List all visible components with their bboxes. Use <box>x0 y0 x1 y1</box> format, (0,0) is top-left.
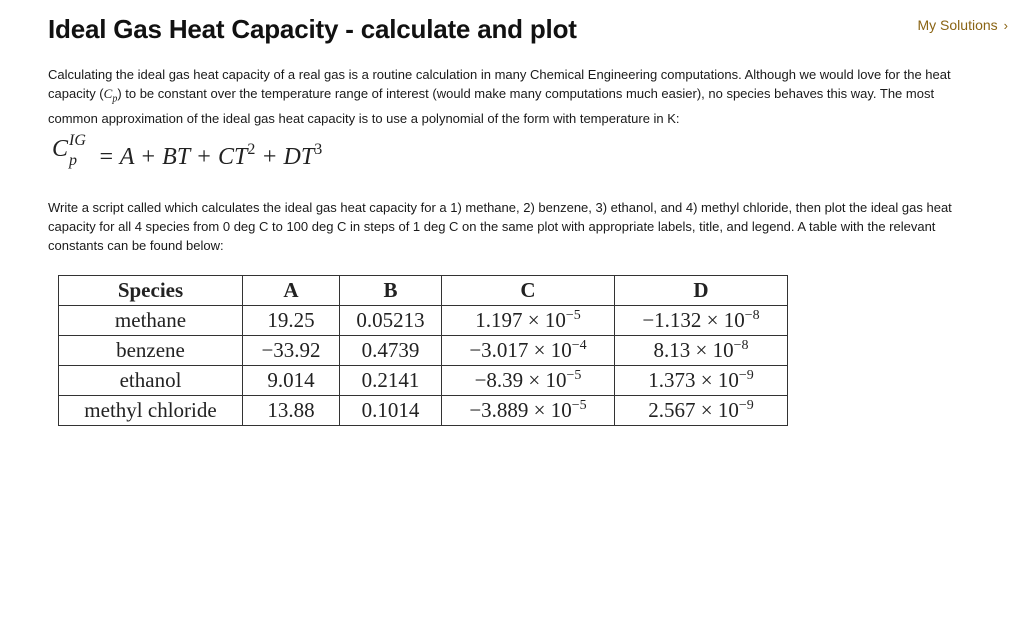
cell-a: −33.92 <box>243 336 340 366</box>
cell-d <box>615 396 788 426</box>
cell-d <box>615 336 788 366</box>
cell-c-exponent: −5 <box>565 308 581 323</box>
table-header-species: Species <box>59 276 243 306</box>
equation-exp-2: 2 <box>247 141 256 158</box>
heat-capacity-equation <box>52 132 323 171</box>
cell-d-mantissa: 8.13 × 10 <box>653 338 734 362</box>
instructions-paragraph: Write a script called which calculates the ideal gas heat capacity for a 1) methane, 2) benzene, 3) ethanol, and 4) methyl chloride, then plot the ideal gas heat capacity for all 4 species from 0 deg C to 100 deg C in steps of 1 deg C on the same plot with appropriate labels, title, and legend. A table with the relevant constants can be found below: <box>48 200 952 253</box>
cell-c-exponent: −4 <box>571 338 587 353</box>
cp-symbol-c: C <box>103 86 113 101</box>
equation-exp-3: 3 <box>314 141 323 158</box>
intro-text-part2: ) to be constant over the temperature range of interest (would make many computations much easier), no species behaves this way. The most common approximation of the ideal gas heat capacity is to use a polynomial of the form with temperature in K: <box>48 86 935 126</box>
intro-paragraph <box>48 65 968 128</box>
cell-d-exponent: −8 <box>733 338 749 353</box>
table-row <box>59 366 788 396</box>
cell-d <box>615 306 788 336</box>
table-row <box>59 396 788 426</box>
cell-d-mantissa: −1.132 × 10 <box>642 308 745 332</box>
cell-species: ethanol <box>59 366 243 396</box>
constants-table <box>58 275 788 426</box>
equation-lhs-sub: p <box>69 152 77 169</box>
cell-b: 0.2141 <box>340 366 442 396</box>
cell-b: 0.05213 <box>340 306 442 336</box>
cell-a: 13.88 <box>243 396 340 426</box>
cell-c-mantissa: −3.017 × 10 <box>469 338 572 362</box>
cell-d-mantissa: 2.567 × 10 <box>648 398 739 422</box>
cell-c-exponent: −5 <box>571 398 587 413</box>
intro-text-part1: Calculating the ideal gas heat capacity of a real gas is a routine calculation in many Chemical Engineering computations. Although we would love for the heat capacity ( <box>48 67 951 101</box>
table-header-row <box>59 276 788 306</box>
cell-d-exponent: −9 <box>738 398 754 413</box>
cell-species: methane <box>59 306 243 336</box>
cell-c <box>442 366 615 396</box>
cell-c-mantissa: −3.889 × 10 <box>469 398 572 422</box>
cell-c-exponent: −5 <box>566 368 582 383</box>
cell-c-mantissa: −8.39 × 10 <box>474 368 567 392</box>
cell-c <box>442 396 615 426</box>
table-row <box>59 306 788 336</box>
chevron-right-icon: › <box>1003 18 1008 33</box>
cp-symbol-p: p <box>112 93 118 105</box>
table-header-c: C <box>442 276 615 306</box>
cell-d-exponent: −9 <box>738 368 754 383</box>
cell-d-mantissa: 1.373 × 10 <box>648 368 739 392</box>
equation-lhs-sup: IG <box>69 132 86 149</box>
equation-rhs-2: + DT <box>255 144 315 170</box>
cell-c-mantissa: 1.197 × 10 <box>475 308 566 332</box>
equation-rhs-1: = A + BT + CT <box>98 144 248 170</box>
cell-a: 19.25 <box>243 306 340 336</box>
table-header-b: B <box>340 276 442 306</box>
cell-d-exponent: −8 <box>744 308 760 323</box>
cell-b: 0.4739 <box>340 336 442 366</box>
cell-species: benzene <box>59 336 243 366</box>
my-solutions-link[interactable] <box>918 17 1009 33</box>
equation-lhs <box>52 132 98 170</box>
cell-c <box>442 336 615 366</box>
table-header-a: A <box>243 276 340 306</box>
my-solutions-label: My Solutions <box>917 17 998 33</box>
cell-c <box>442 306 615 336</box>
cell-b: 0.1014 <box>340 396 442 426</box>
equation-lhs-c: C <box>52 136 69 162</box>
table-row <box>59 336 788 366</box>
cell-d <box>615 366 788 396</box>
cell-a: 9.014 <box>243 366 340 396</box>
table-header-d: D <box>615 276 788 306</box>
cell-species: methyl chloride <box>59 396 243 426</box>
page-title: Ideal Gas Heat Capacity - calculate and plot <box>48 14 577 44</box>
